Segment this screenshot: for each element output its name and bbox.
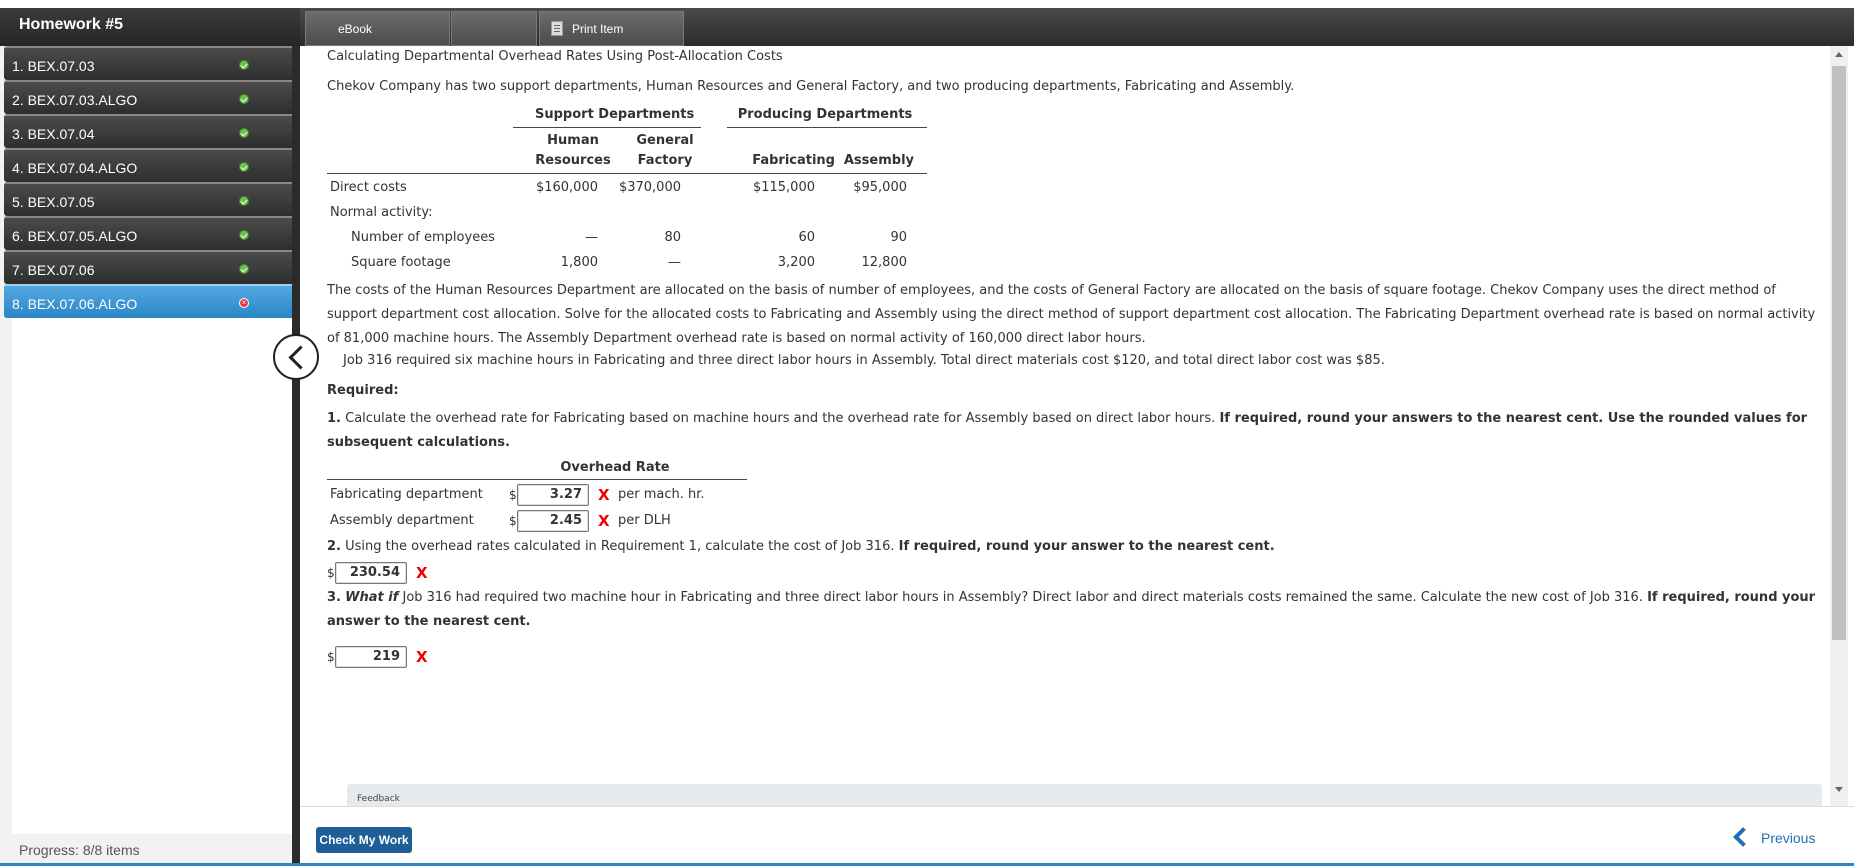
- check-icon: [239, 94, 249, 104]
- support-departments-header: Support Departments: [535, 107, 695, 122]
- overhead-rate-header: Overhead Rate: [560, 460, 670, 475]
- col-fabricating: Fabricating: [752, 153, 835, 168]
- tab-ebook[interactable]: eBook: [305, 11, 450, 46]
- assembly-rate-input[interactable]: 2.45: [517, 510, 589, 532]
- question-sidebar: [0, 46, 292, 866]
- incorrect-mark: X: [416, 564, 428, 582]
- check-icon: [239, 162, 249, 172]
- check-icon: [239, 60, 249, 70]
- sidebar-item-5[interactable]: [4, 182, 292, 216]
- cell: 60: [798, 230, 815, 245]
- sidebar-item-label: 8. BEX.07.06.ALGO: [12, 296, 138, 312]
- sidebar-item-2[interactable]: [4, 80, 292, 114]
- req2-instructions: If required, round your answer to the nearest cent.: [898, 539, 1275, 554]
- sidebar-item-label: 7. BEX.07.06: [12, 262, 95, 278]
- incorrect-mark: X: [598, 512, 610, 530]
- col-gf-line1: General: [636, 133, 694, 148]
- req1-number: 1.: [327, 411, 341, 426]
- sidebar-item-1[interactable]: [4, 46, 292, 80]
- col-hr-line1: Human: [547, 133, 599, 148]
- sidebar-item-7[interactable]: [4, 250, 292, 284]
- scroll-thumb[interactable]: [1832, 66, 1846, 640]
- progress-value: 8/8 items: [82, 842, 140, 858]
- req1-text: Calculate the overhead rate for Fabricating based on machine hours and the overhead rate for Assembly based on direct labor hours.: [345, 411, 1216, 426]
- cell: 80: [664, 230, 681, 245]
- sidebar-item-4[interactable]: [4, 148, 292, 182]
- tab-print-label: Print Item: [572, 22, 624, 36]
- dollar-sign: $: [327, 566, 335, 580]
- req1-instructions: If required, round your answers to the nearest cent. Use the rounded values for subsequent calculations.: [327, 411, 1808, 450]
- row-direct-costs-label: Direct costs: [330, 180, 407, 195]
- print-icon: [551, 21, 563, 36]
- progress-indicator: [19, 842, 140, 858]
- question-content: [300, 46, 1830, 806]
- dollar-sign: $: [327, 650, 335, 664]
- problem-title: Calculating Departmental Overhead Rates Using Post-Allocation Costs: [327, 49, 783, 64]
- check-my-work-button[interactable]: Check My Work: [316, 827, 412, 853]
- req3-number: 3.: [327, 590, 341, 605]
- progress-label: Progress:: [19, 842, 79, 858]
- requirement-2: [327, 539, 1275, 554]
- col-gf-line2: Factory: [637, 153, 693, 168]
- incorrect-mark: X: [598, 486, 610, 504]
- sidebar-item-label: 4. BEX.07.04.ALGO: [12, 160, 138, 176]
- sidebar-divider: [292, 46, 300, 866]
- assembly-label: Assembly department: [330, 513, 474, 528]
- cell: $160,000: [535, 180, 598, 195]
- fabricating-rate-input[interactable]: 3.27: [517, 484, 589, 506]
- row-sqft-label: Square footage: [351, 255, 451, 270]
- cell: 90: [890, 230, 907, 245]
- col-assembly: Assembly: [843, 153, 914, 168]
- cell: —: [585, 230, 598, 245]
- assembly-unit: per DLH: [618, 513, 671, 528]
- new-job-cost-input[interactable]: 219: [335, 646, 407, 668]
- sidebar-item-6[interactable]: [4, 216, 292, 250]
- feedback-panel: [347, 784, 1822, 806]
- row-normal-activity-label: Normal activity:: [330, 205, 433, 220]
- requirement-1: [327, 407, 1827, 455]
- scroll-down-icon[interactable]: [1835, 787, 1843, 792]
- assignment-title: Homework #5: [0, 8, 300, 46]
- req2-text: Using the overhead rates calculated in Requirement 1, calculate the cost of Job 316.: [345, 539, 895, 554]
- check-icon: [239, 264, 249, 274]
- footer-bar: [300, 806, 1854, 866]
- previous-label: Previous: [1761, 830, 1816, 846]
- req3-instructions: If required, round your answer to the nearest cent.: [327, 590, 1816, 629]
- allocation-paragraph: The costs of the Human Resources Department are allocated on the basis of number of employees, and the costs of General Factory are allocated on the basis of square footage. Chekov Company uses the direct method of support department cost allocation. Solve for the allocated costs to Fabricating and Assembly using the direct method of support department cost allocation. The Fabricating Department overhead rate is based on normal activity of 81,000 machine hours. The Assembly Department overhead rate is based on normal activity of 160,000 direct labor hours.: [327, 283, 1816, 346]
- scroll-up-icon[interactable]: [1835, 52, 1843, 57]
- cell: $115,000: [752, 180, 815, 195]
- dollar-sign: $: [509, 514, 517, 528]
- cell: $95,000: [853, 180, 907, 195]
- incorrect-mark: X: [416, 648, 428, 666]
- col-hr-line2: Resources: [535, 153, 611, 168]
- tab-print-item[interactable]: [539, 11, 684, 46]
- sidebar-item-label: 2. BEX.07.03.ALGO: [12, 92, 138, 108]
- check-icon: [239, 230, 249, 240]
- top-toolbar: [0, 8, 1854, 46]
- producing-departments-header: Producing Departments: [737, 107, 913, 122]
- sidebar-item-label: 1. BEX.07.03: [12, 58, 95, 74]
- cell: —: [668, 255, 681, 270]
- req3-text: Job 316 had required two machine hour in Fabricating and three direct labor hours in Assembly? Direct labor and direct materials costs remained the same. Calculate the new cost of Job 316.: [402, 590, 1643, 605]
- req2-number: 2.: [327, 539, 341, 554]
- sidebar-item-label: 3. BEX.07.04: [12, 126, 95, 142]
- check-icon: [239, 196, 249, 206]
- cell: 1,800: [560, 255, 598, 270]
- tab-blank[interactable]: [451, 11, 537, 46]
- cell: 12,800: [861, 255, 907, 270]
- feedback-label: Feedback: [357, 794, 400, 804]
- job-paragraph: Job 316 required six machine hours in Fabricating and three direct labor hours in Assembly. Total direct materials cost $120, and total direct labor cost was $85.: [343, 353, 1385, 368]
- chevron-left-icon: [1733, 827, 1753, 847]
- row-employees-label: Number of employees: [351, 230, 495, 245]
- cell: $370,000: [618, 180, 681, 195]
- cell: 3,200: [777, 255, 815, 270]
- req3-whatif: What if: [345, 590, 399, 605]
- sidebar-item-8[interactable]: [4, 284, 292, 318]
- required-heading: Required:: [327, 383, 399, 398]
- check-icon: [239, 128, 249, 138]
- sidebar-item-label: 6. BEX.07.05.ALGO: [12, 228, 138, 244]
- problem-intro: Chekov Company has two support departments, Human Resources and General Factory, and two producing departments, Fabricating and Assembly.: [327, 79, 1295, 94]
- incorrect-icon: ×: [239, 298, 249, 308]
- job-cost-input[interactable]: 230.54: [335, 562, 407, 584]
- fabricating-label: Fabricating department: [330, 487, 483, 502]
- dollar-sign: $: [509, 488, 517, 502]
- requirement-3: [327, 586, 1827, 634]
- fabricating-unit: per mach. hr.: [618, 487, 705, 502]
- content-scrollbar[interactable]: [1830, 46, 1848, 806]
- sidebar-item-label: 5. BEX.07.05: [12, 194, 95, 210]
- previous-button[interactable]: [1728, 825, 1848, 853]
- sidebar-item-3[interactable]: [4, 114, 292, 148]
